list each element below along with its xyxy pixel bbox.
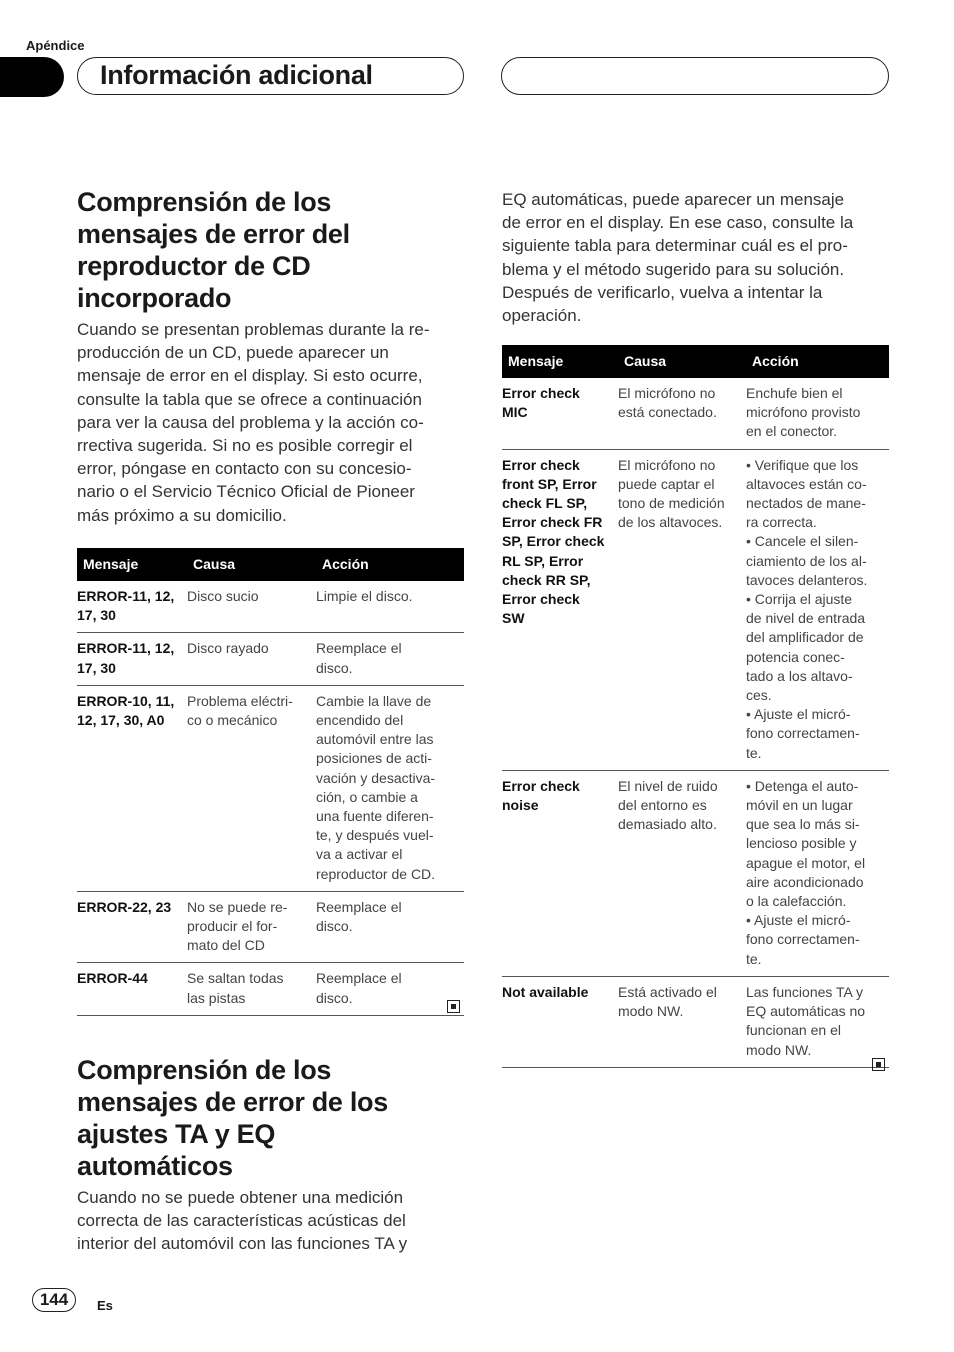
cause-cell: Disco sucio xyxy=(187,588,259,604)
action-cell: Cambie la llave de encendido del automóvil entre las posiciones de acti- vación y desactiva- ción, o cambie a una fuente diferen- te, y después vuel- va a activar el reproductor de CD. xyxy=(316,692,436,882)
heading-line: mensajes de error de los xyxy=(77,1087,388,1117)
table-row xyxy=(502,378,889,449)
body-line: correcta de las características acústicas del xyxy=(77,1211,406,1231)
table-row xyxy=(502,770,889,976)
body-line: Cuando se presentan problemas durante la re- xyxy=(77,320,430,339)
table-row xyxy=(502,976,889,1067)
right-body-wrap xyxy=(502,188,889,327)
action-cell: Enchufe bien el micrófono provisto en el conector. xyxy=(746,385,861,440)
body-line: siguiente tabla para determinar cuál es el pro- xyxy=(502,236,848,256)
action-cell: Reemplace el disco. xyxy=(316,970,402,1006)
body-line: consulte la tabla que se ofrece a continuación xyxy=(77,389,422,409)
action-cell: Reemplace el disco. xyxy=(316,898,402,935)
heading-line: incorporado xyxy=(77,283,232,313)
cd-error-table xyxy=(77,548,464,1016)
heading-line: Comprensión de los xyxy=(77,187,332,217)
body-line: blema y el método sugerido para su solución. xyxy=(502,259,845,279)
chapter-tab xyxy=(0,57,64,97)
col-header-accion: Acción xyxy=(746,345,889,378)
action-cell: • Detenga el auto- móvil en un lugar que sea lo más si- lencioso posible y apague el motor, el aire acondicionado o la calefacción. • Ajuste el micró- fono correctamen- te. xyxy=(746,777,866,967)
message-cell: ERROR-11, 12, 17, 30 xyxy=(77,588,175,624)
section2-body xyxy=(77,1186,464,1256)
body-line: nario o el Servicio Técnico Oficial de Pioneer xyxy=(77,482,415,502)
col-header-causa: Causa xyxy=(618,345,746,378)
section1-body xyxy=(77,318,464,527)
heading-line: reproductor de CD xyxy=(77,251,311,281)
cause-cell: No se puede re- producir el for- mato del CD xyxy=(187,898,288,954)
action-cell: • Verifique que los altavoces están co- nectados de mane- ra correcta. • Cancele el silen- ciamiento de los al- tavoces delanteros. • Corrija el ajuste de nivel de entrada del amplificador de potencia conec- tado a los altavo- ces. • Ajuste el micró- fono correctamen- te. xyxy=(746,456,868,761)
body-line: Después de verificarlo, vuelva a intentar la xyxy=(502,282,823,302)
ta-eq-error-table xyxy=(502,345,889,1068)
body-line: mensaje de error en el display. Si esto ocurre, xyxy=(77,366,423,386)
col-header-causa: Causa xyxy=(187,548,316,581)
table-row xyxy=(77,891,464,963)
section1-heading xyxy=(77,186,464,314)
section1 xyxy=(77,186,464,527)
table-row xyxy=(77,581,464,633)
action-cell: Limpie el disco. xyxy=(316,588,413,604)
cause-cell: Está activado el modo NW. xyxy=(618,983,717,1020)
body-line: rrectiva sugerida. Si no es posible corregir el xyxy=(77,436,413,456)
message-cell: ERROR-44 xyxy=(77,970,148,987)
end-mark-icon xyxy=(447,1000,460,1013)
action-cell: Las funciones TA y EQ automáticas no funcionan en el modo NW. xyxy=(746,983,866,1058)
heading-line: ajustes TA y EQ xyxy=(77,1119,276,1149)
table-row xyxy=(77,963,464,1015)
heading-line: mensajes de error del xyxy=(77,219,350,249)
col-header-mensaje: Mensaje xyxy=(77,548,187,581)
right-body xyxy=(502,188,889,327)
body-line: más próximo a su domicilio. xyxy=(77,505,287,525)
cause-cell: Se saltan todas las pistas xyxy=(187,970,284,1006)
body-line: Cuando no se puede obtener una medición xyxy=(77,1188,404,1207)
table-row xyxy=(502,449,889,770)
body-line: interior del automóvil con las funciones TA y xyxy=(77,1234,408,1254)
table-row xyxy=(77,685,464,891)
message-cell: ERROR-10, 11, 12, 17, 30, A0 xyxy=(77,692,175,729)
message-cell: Error check MIC xyxy=(502,385,580,421)
body-line: para ver la causa del problema y la acción co- xyxy=(77,412,424,432)
table-row xyxy=(77,633,464,685)
heading-line: Comprensión de los xyxy=(77,1055,332,1085)
section2-heading xyxy=(77,1054,464,1182)
cd-error-table-wrap xyxy=(77,548,464,1016)
language-code: Es xyxy=(97,1298,113,1313)
cause-cell: El nivel de ruido del entorno es demasiado alto. xyxy=(618,777,718,833)
message-cell: Error check noise xyxy=(502,777,580,814)
heading-line: automáticos xyxy=(77,1151,233,1181)
message-cell: Error check front SP, Error check FL SP, Error check FR SP, Error check RL SP, Error check RR SP, Error check SW xyxy=(502,456,605,627)
cause-cell: El micrófono no está conectado. xyxy=(618,385,717,421)
message-cell: ERROR-22, 23 xyxy=(77,898,172,915)
cause-cell: Disco rayado xyxy=(187,640,269,657)
col-header-accion: Acción xyxy=(316,548,464,581)
section-label: Apéndice xyxy=(26,38,85,53)
message-cell: ERROR-11, 12, 17, 30 xyxy=(77,640,175,676)
action-cell: Reemplace el disco. xyxy=(316,640,402,676)
body-line: error, póngase en contacto con su concesio- xyxy=(77,459,412,479)
message-cell: Not available xyxy=(502,983,589,1000)
end-mark-icon xyxy=(872,1058,885,1071)
body-line: producción de un CD, puede aparecer un xyxy=(77,343,389,363)
body-line: operación. xyxy=(502,306,582,326)
cause-cell: El micrófono no puede captar el tono de medición de los altavoces. xyxy=(618,456,725,531)
page-title: Información adicional xyxy=(100,60,373,90)
body-line: de error en el display. En ese caso, consulte la xyxy=(502,213,854,233)
ta-eq-error-table-wrap xyxy=(502,345,889,1068)
body-line: EQ automáticas, puede aparecer un mensaje xyxy=(502,190,845,209)
col-header-mensaje: Mensaje xyxy=(502,345,618,378)
section2 xyxy=(77,1054,464,1256)
cause-cell: Problema eléctri- co o mecánico xyxy=(187,692,293,729)
header-title-frame xyxy=(77,57,464,95)
page-number: 144 xyxy=(32,1288,76,1312)
header-empty-frame xyxy=(501,57,889,95)
